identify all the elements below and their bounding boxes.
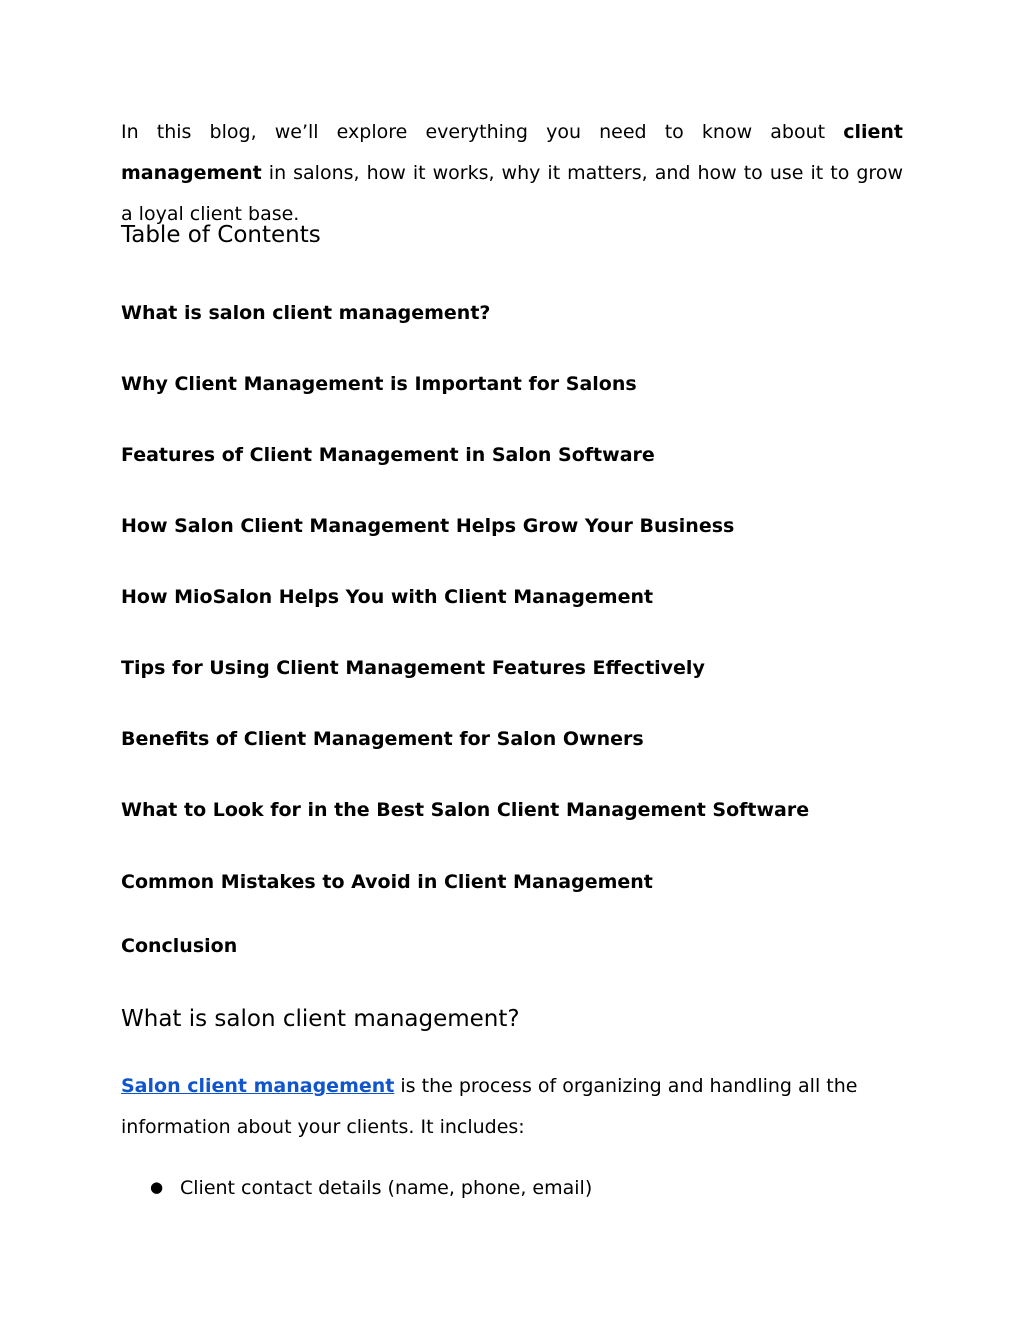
toc-item[interactable]: Common Mistakes to Avoid in Client Management — [121, 871, 653, 893]
toc-title: Table of Contents — [121, 222, 321, 248]
toc-item[interactable]: Benefits of Client Management for Salon Owners — [121, 728, 644, 750]
list-item — [150, 1177, 592, 1199]
intro-paragraph — [121, 112, 903, 235]
toc-item[interactable]: What is salon client management? — [121, 302, 491, 324]
toc-item[interactable]: Tips for Using Client Management Features Effectively — [121, 657, 705, 679]
intro-text-before: In this blog, we’ll explore everything you need to know about — [121, 121, 844, 143]
toc-item[interactable]: What to Look for in the Best Salon Client Management Software — [121, 799, 810, 821]
section-heading: What is salon client management? — [121, 1006, 520, 1032]
intro-emphasis: client management — [121, 121, 903, 184]
toc-item[interactable]: Conclusion — [121, 935, 238, 957]
bullet-icon: ● — [150, 1178, 164, 1196]
intro-text-after: in salons, how it works, why it matters, and how to use it to grow a loyal client base. — [121, 162, 903, 225]
list-item-text: Client contact details (name, phone, email) — [180, 1177, 593, 1199]
toc-item[interactable]: How Salon Client Management Helps Grow Your Business — [121, 515, 735, 537]
toc-item[interactable]: Features of Client Management in Salon Software — [121, 444, 655, 466]
toc-item[interactable]: How MioSalon Helps You with Client Management — [121, 586, 654, 608]
section-body-text: is the process of organizing and handling all the information about your clients. It includes: — [121, 1075, 858, 1138]
salon-client-management-link[interactable]: Salon client management — [121, 1075, 395, 1097]
toc-item[interactable]: Why Client Management is Important for Salons — [121, 373, 637, 395]
section-paragraph — [121, 1066, 903, 1148]
